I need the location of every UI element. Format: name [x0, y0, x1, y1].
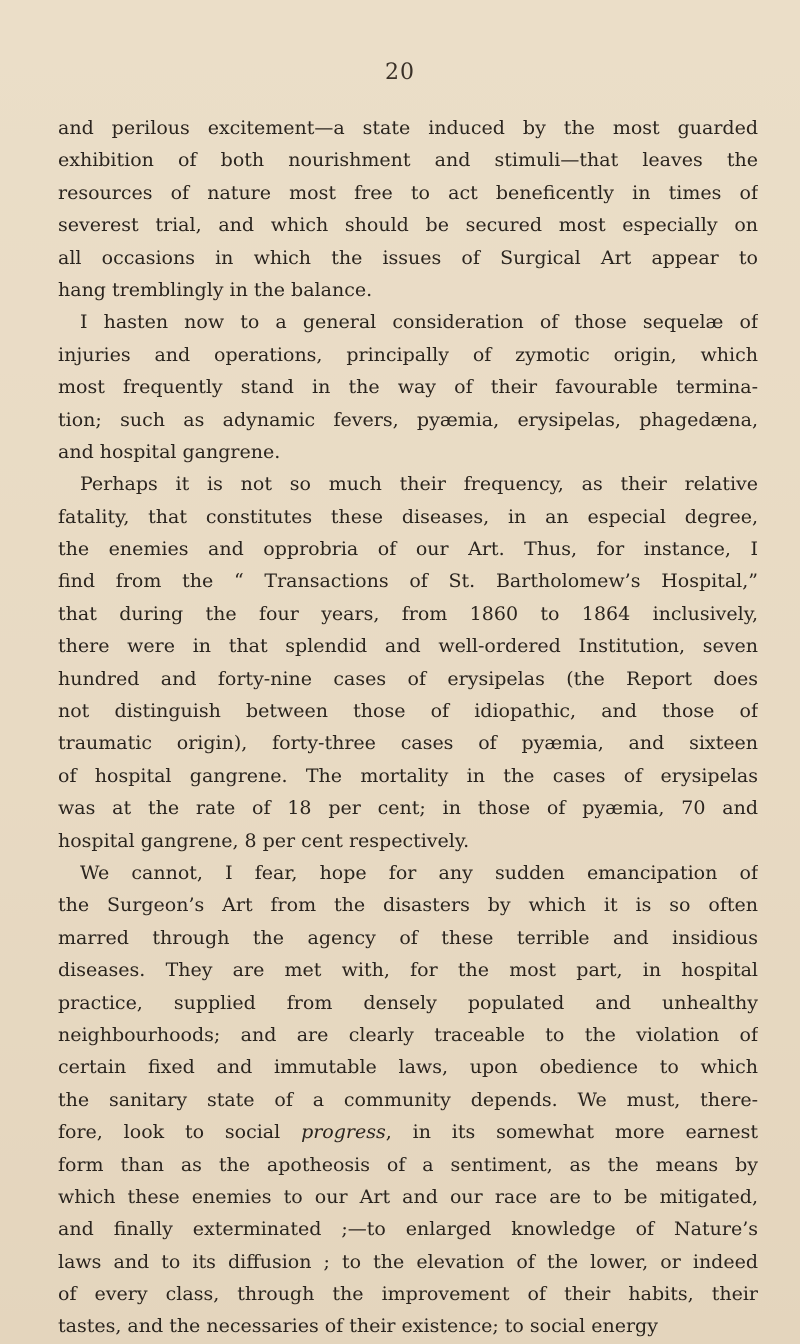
text-line: find from the “ Transactions of St. Bartholomew’s Hospital,”: [58, 570, 758, 593]
text-line: that during the four years, from 1860 to 1864 inclusively,: [58, 602, 758, 625]
text-line: injuries and operations, principally of zymotic origin, which: [58, 343, 758, 366]
text-line: hospital gangrene, 8 per cent respectively.: [58, 829, 470, 852]
text-line: the enemies and opprobria of our Art. Thus, for instance, I: [58, 538, 758, 561]
paragraph: [58, 112, 758, 306]
text-line: the sanitary state of a community depends. We must, there-: [58, 1088, 758, 1111]
paragraph: [58, 468, 758, 857]
text-line: practice, supplied from densely populated and unhealthy: [58, 991, 758, 1014]
text-line: I hasten now to a general consideration of those sequelæ of: [80, 311, 758, 334]
text-line: all occasions in which the issues of Surgical Art appear to: [58, 246, 758, 269]
text-line: and perilous excitement—a state induced by the most guarded: [58, 117, 758, 139]
text-line: hundred and forty-nine cases of erysipelas (the Report does: [58, 667, 758, 690]
text-line: traumatic origin), forty-three cases of pyæmia, and sixteen: [58, 732, 758, 755]
text-line: of every class, through the improvement of their habits, their: [58, 1283, 758, 1306]
text-line: which these enemies to our Art and our race are to be mitigated,: [58, 1185, 758, 1208]
page-number: 20: [385, 60, 415, 85]
text-line: neighbourhoods; and are clearly traceable to the violation of: [58, 1023, 758, 1046]
text-line: certain fixed and immutable laws, upon obedience to which: [58, 1056, 758, 1079]
text-line: and hospital gangrene.: [58, 440, 281, 463]
text-line: there were in that splendid and well-ordered Institution, seven: [58, 635, 758, 658]
text-line: form than as the apotheosis of a sentiment, as the means by: [58, 1153, 758, 1176]
text-line: the Surgeon’s Art from the disasters by which it is so often: [58, 894, 758, 917]
text-line: tion; such as adynamic fevers, pyæmia, erysipelas, phagedæna,: [58, 408, 758, 431]
text-line: resources of nature most free to act beneficently in times of: [58, 181, 758, 204]
text-line: laws and to its diffusion ; to the elevation of the lower, or indeed: [58, 1250, 758, 1273]
paragraph: [58, 306, 758, 468]
text-line: Perhaps it is not so much their frequency, as their relative: [80, 473, 758, 496]
text-line: not distinguish between those of idiopathic, and those of: [58, 700, 758, 723]
body-text: [58, 112, 758, 1343]
text-line: and finally exterminated ;—to enlarged knowledge of Nature’s: [58, 1218, 758, 1241]
text-line: of hospital gangrene. The mortality in the cases of erysipelas: [58, 764, 758, 787]
text-line: hang tremblingly in the balance.: [58, 278, 373, 301]
text-line: We cannot, I fear, hope for any sudden emancipation of: [80, 861, 758, 884]
text-line: fatality, that constitutes these diseases, in an especial degree,: [58, 505, 758, 528]
text-line: marred through the agency of these terrible and insidious: [58, 926, 758, 949]
text-line: severest trial, and which should be secured most especially on: [58, 214, 758, 237]
text-line: diseases. They are met with, for the most part, in hospital: [58, 959, 758, 982]
text-line: was at the rate of 18 per cent; in those of pyæmia, 70 and: [58, 797, 758, 820]
text-line: exhibition of both nourishment and stimuli—that leaves the: [58, 149, 758, 172]
text-line: fore, look to social progress, in its somewhat more earnest: [58, 1121, 758, 1144]
text-line: tastes, and the necessaries of their existence; to social energy: [58, 1315, 658, 1338]
text-line: most frequently stand in the way of their favourable termina-: [58, 376, 758, 399]
paragraph: [58, 857, 758, 1343]
